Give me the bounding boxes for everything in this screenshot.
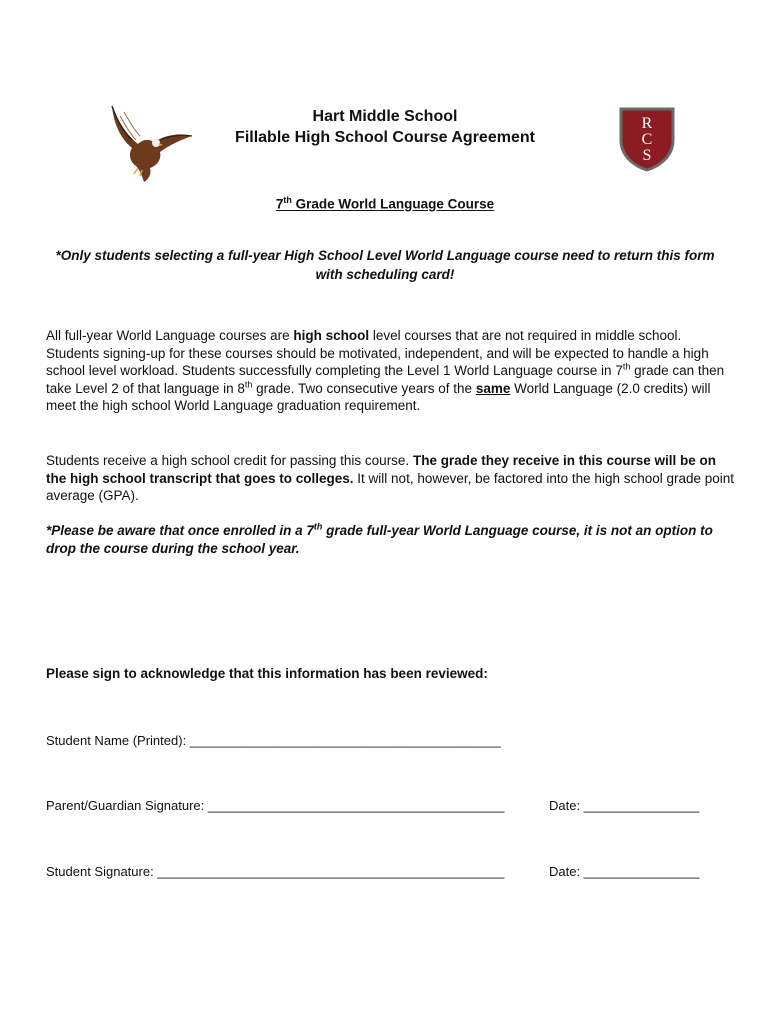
para2-text-2: It will not, however, be factored into the high school grade point average (GPA). bbox=[46, 470, 735, 503]
course-description-paragraph bbox=[46, 327, 736, 415]
para1-text-3: grade can then take Level 2 of that language in 8 bbox=[46, 363, 725, 396]
para1-underlined-same: same bbox=[475, 380, 511, 396]
para3-superscript: th bbox=[313, 521, 323, 532]
parent-signature-field[interactable]: Parent/Guardian Signature: _________________________________________ bbox=[46, 798, 505, 813]
para1-text-1: All full-year World Language courses are bbox=[46, 328, 294, 343]
para2-text-1: Students receive a high school credit for passing this course. bbox=[46, 453, 413, 468]
para1-text-5: World Language (2.0 credits) will meet the high school World Language graduation requirement. bbox=[46, 380, 711, 413]
para1-bold-high-school: high school bbox=[293, 328, 370, 343]
crest-letter-r: R bbox=[641, 115, 653, 132]
para1-text-2: level courses that are not required in middle school. Students signing-up for these courses should be motivated, independent, and will be expected to handle a high school level workload. Students successfully completing the Level 1 World Language course in 7 bbox=[46, 328, 709, 378]
para1-superscript-2: th bbox=[244, 379, 253, 389]
rcs-crest-logo bbox=[618, 106, 676, 172]
return-form-notice: *Only students selecting a full-year High School Level World Language course need to return this form with scheduling card! bbox=[55, 248, 715, 282]
student-date-field[interactable]: Date: ________________ bbox=[549, 864, 700, 879]
para3-text-1: *Please be aware that once enrolled in a 7 bbox=[46, 523, 314, 538]
para1-superscript-1: th bbox=[622, 361, 631, 372]
para1-text-4: grade. Two consecutive years of the bbox=[252, 380, 476, 396]
school-name: Hart Middle School bbox=[312, 108, 458, 125]
course-grade-superscript: th bbox=[283, 195, 292, 205]
para3-text-2: grade full-year World Language course, it is not an option to drop the course during the school year. bbox=[46, 523, 713, 556]
course-title-text: Grade World Language Course bbox=[291, 196, 495, 212]
crest-letter-s: S bbox=[642, 147, 652, 164]
student-name-field[interactable]: Student Name (Printed): ___________________________________________ bbox=[46, 733, 501, 748]
course-title bbox=[0, 195, 770, 212]
drop-policy-paragraph bbox=[46, 522, 736, 557]
crest-letter-c: C bbox=[641, 131, 653, 148]
para2-bold-transcript-note: The grade they receive in this course will be on the high school transcript that goes to colleges. bbox=[46, 453, 717, 486]
parent-date-field[interactable]: Date: ________________ bbox=[549, 798, 700, 813]
student-signature-field[interactable]: Student Signature: ________________________________________________ bbox=[46, 864, 505, 879]
credit-info-paragraph bbox=[46, 452, 736, 505]
course-grade-number: 7 bbox=[275, 196, 284, 212]
acknowledge-instruction: Please sign to acknowledge that this information has been reviewed: bbox=[46, 666, 488, 681]
form-title: Fillable High School Course Agreement bbox=[235, 129, 535, 146]
